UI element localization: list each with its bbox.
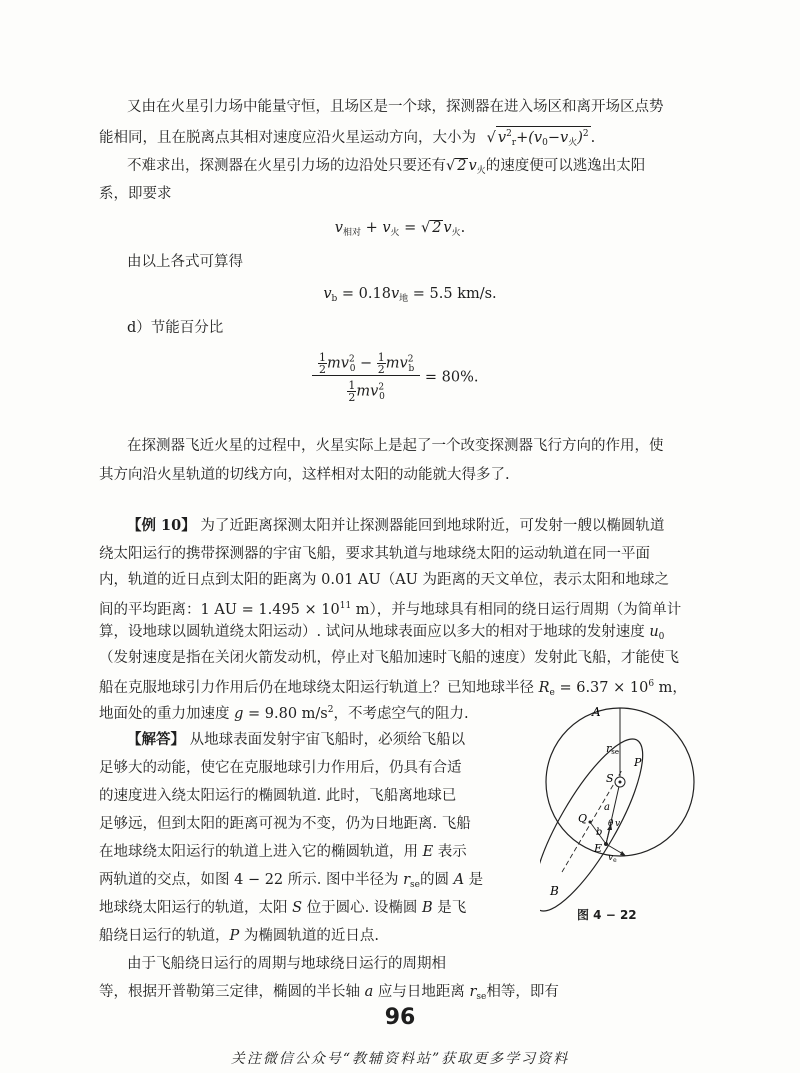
orbit-figure bbox=[540, 700, 700, 930]
label-A: A bbox=[592, 705, 601, 719]
text-line: 绕太阳运行的携带探测器的宇宙飞船，要求其轨道与地球绕太阳的运动轨道在同一平面 bbox=[99, 546, 650, 562]
text-line: 由于飞船绕日运行的周期与地球绕日运行的周期相 bbox=[127, 956, 446, 972]
page-number: 96 bbox=[384, 1005, 416, 1030]
point-E bbox=[604, 842, 608, 846]
text-line: 足够大的动能，使它在克服地球引力作用后，仍具有合适 bbox=[99, 760, 462, 776]
text-line: 两轨道的交点，如图 4 − 22 所示. 图中半径为 $r_{se}$的圆 A 是 bbox=[99, 872, 484, 890]
earth-velocity-arrowhead bbox=[620, 851, 626, 856]
text-line: 又由在火星引力场中能量守恒，且场区是一个球，探测器在进入场区和离开场区点势 bbox=[127, 99, 664, 115]
equation-2: $v_b = 0.18v_地 = 5.5$ km/s. bbox=[323, 286, 497, 304]
text-line: 不难求出，探测器在火星引力场的边沿处只要还有√ 2 $v_火$的速度便可以逃逸出太阳 bbox=[127, 158, 646, 176]
text-line: （发射速度是指在关闭火箭发动机，停止对飞船加速时飞船的速度）发射此飞船，才能使飞 bbox=[99, 650, 679, 666]
text-line: 地面处的重力加速度 g = 9.80 $m/s^2$，不考虑空气的阻力. bbox=[99, 705, 469, 722]
label-a: a bbox=[604, 802, 610, 813]
text-line: 在地球绕太阳运行的轨道上进入它的椭圆轨道，用 E 表示 bbox=[99, 844, 467, 860]
text-line: 系，即要求 bbox=[99, 186, 172, 202]
text-line: 由以上各式可算得 bbox=[127, 254, 243, 270]
label-Q: Q bbox=[578, 812, 588, 825]
text-line: 内，轨道的近日点到太阳的距离为 0.01 AU（AU 为距离的天文单位，表示太阳和地球之 bbox=[99, 572, 669, 588]
text-line: 船在克服地球引力作用后仍在地球绕太阳运行轨道上？已知地球半径 $R_e = 6.37 \times 10^6$ m， bbox=[99, 679, 687, 698]
example-label: 【例 10】 bbox=[127, 517, 196, 534]
footer-text: 关注微信公众号“教辅资料站”获取更多学习资料 bbox=[230, 1051, 570, 1067]
label-b: b bbox=[596, 827, 603, 838]
text-line: d）节能百分比 bbox=[127, 320, 224, 336]
text-line: 船绕日运行的轨道，P 为椭圆轨道的近日点. bbox=[99, 928, 379, 944]
text-line: 等，根据开普勒第三定律，椭圆的半长轴 a 应与日地距离 $r_{se}$相等，即有 bbox=[99, 984, 559, 1002]
answer-label: 【解答】 bbox=[127, 731, 185, 748]
point-Q bbox=[589, 821, 592, 824]
label-v: v bbox=[615, 819, 621, 829]
equation-1: $v_{相对} + v_火$ = √ 2 $v_火$. bbox=[334, 220, 466, 238]
text-line: 能相同，且在脱离点其相对速度应沿火星运动方向，大小为 √ $v^2_r+(v_0-v_火)^2$ . bbox=[99, 126, 595, 151]
text-span: 能相同，且在脱离点其相对速度应沿火星运动方向，大小为 bbox=[99, 130, 476, 146]
formula-sqrt: √ $v^2_r+(v_0-v_火)^2$ bbox=[487, 130, 591, 146]
label-B: B bbox=[550, 884, 559, 898]
text-line: 【解答】 从地球表面发射宇宙飞船时，必须给飞船以 bbox=[127, 731, 466, 748]
text-line: 算，设地球以圆轨道绕太阳运动）. 试问从地球表面应以多大的相对于地球的发射速度 $u_0$ bbox=[99, 624, 665, 642]
label-rse: rse bbox=[606, 742, 620, 756]
text-line: 足够远，但到太阳的距离可视为不变，仍为日地距离. 飞船 bbox=[99, 816, 471, 832]
label-ve: $v_e$ bbox=[608, 853, 617, 864]
text-line: 在探测器飞近火星的过程中，火星实际上是起了一个改变探测器飞行方向的作用，使 bbox=[127, 438, 664, 454]
text-line: 其方向沿火星轨道的切线方向，这样相对太阳的动能就大得多了. bbox=[99, 467, 510, 483]
text-line: 地球绕太阳运行的轨道，太阳 S 位于圆心. 设椭圆 B 是飞 bbox=[99, 900, 467, 916]
label-E: E bbox=[594, 842, 603, 855]
label-theta: θ bbox=[608, 819, 614, 829]
text-line: 间的平均距离：1 AU = $1.495 \times 10^{11}$ m），并与地球具有相同的绕日运行周期（为简单计 bbox=[99, 601, 682, 618]
label-S: S bbox=[606, 772, 614, 785]
equation-fraction: $\frac{1}{2}$ $mv^2_0$ − $\frac{1}{2}$ $mv^2_b$ $\frac{1}{2}$ $mv^2_0$ = 80%. bbox=[312, 352, 478, 403]
text-line: 的速度进入绕太阳运行的椭圆轨道. 此时，飞船离地球已 bbox=[99, 788, 457, 804]
label-P: P bbox=[634, 756, 642, 769]
velocity-arrow bbox=[606, 828, 610, 844]
figure-caption: 图 4 − 22 bbox=[577, 908, 637, 922]
text-line: 【例 10】 为了近距离探测太阳并让探测器能回到地球附近，可发射一艘以椭圆轨道 bbox=[127, 517, 665, 534]
